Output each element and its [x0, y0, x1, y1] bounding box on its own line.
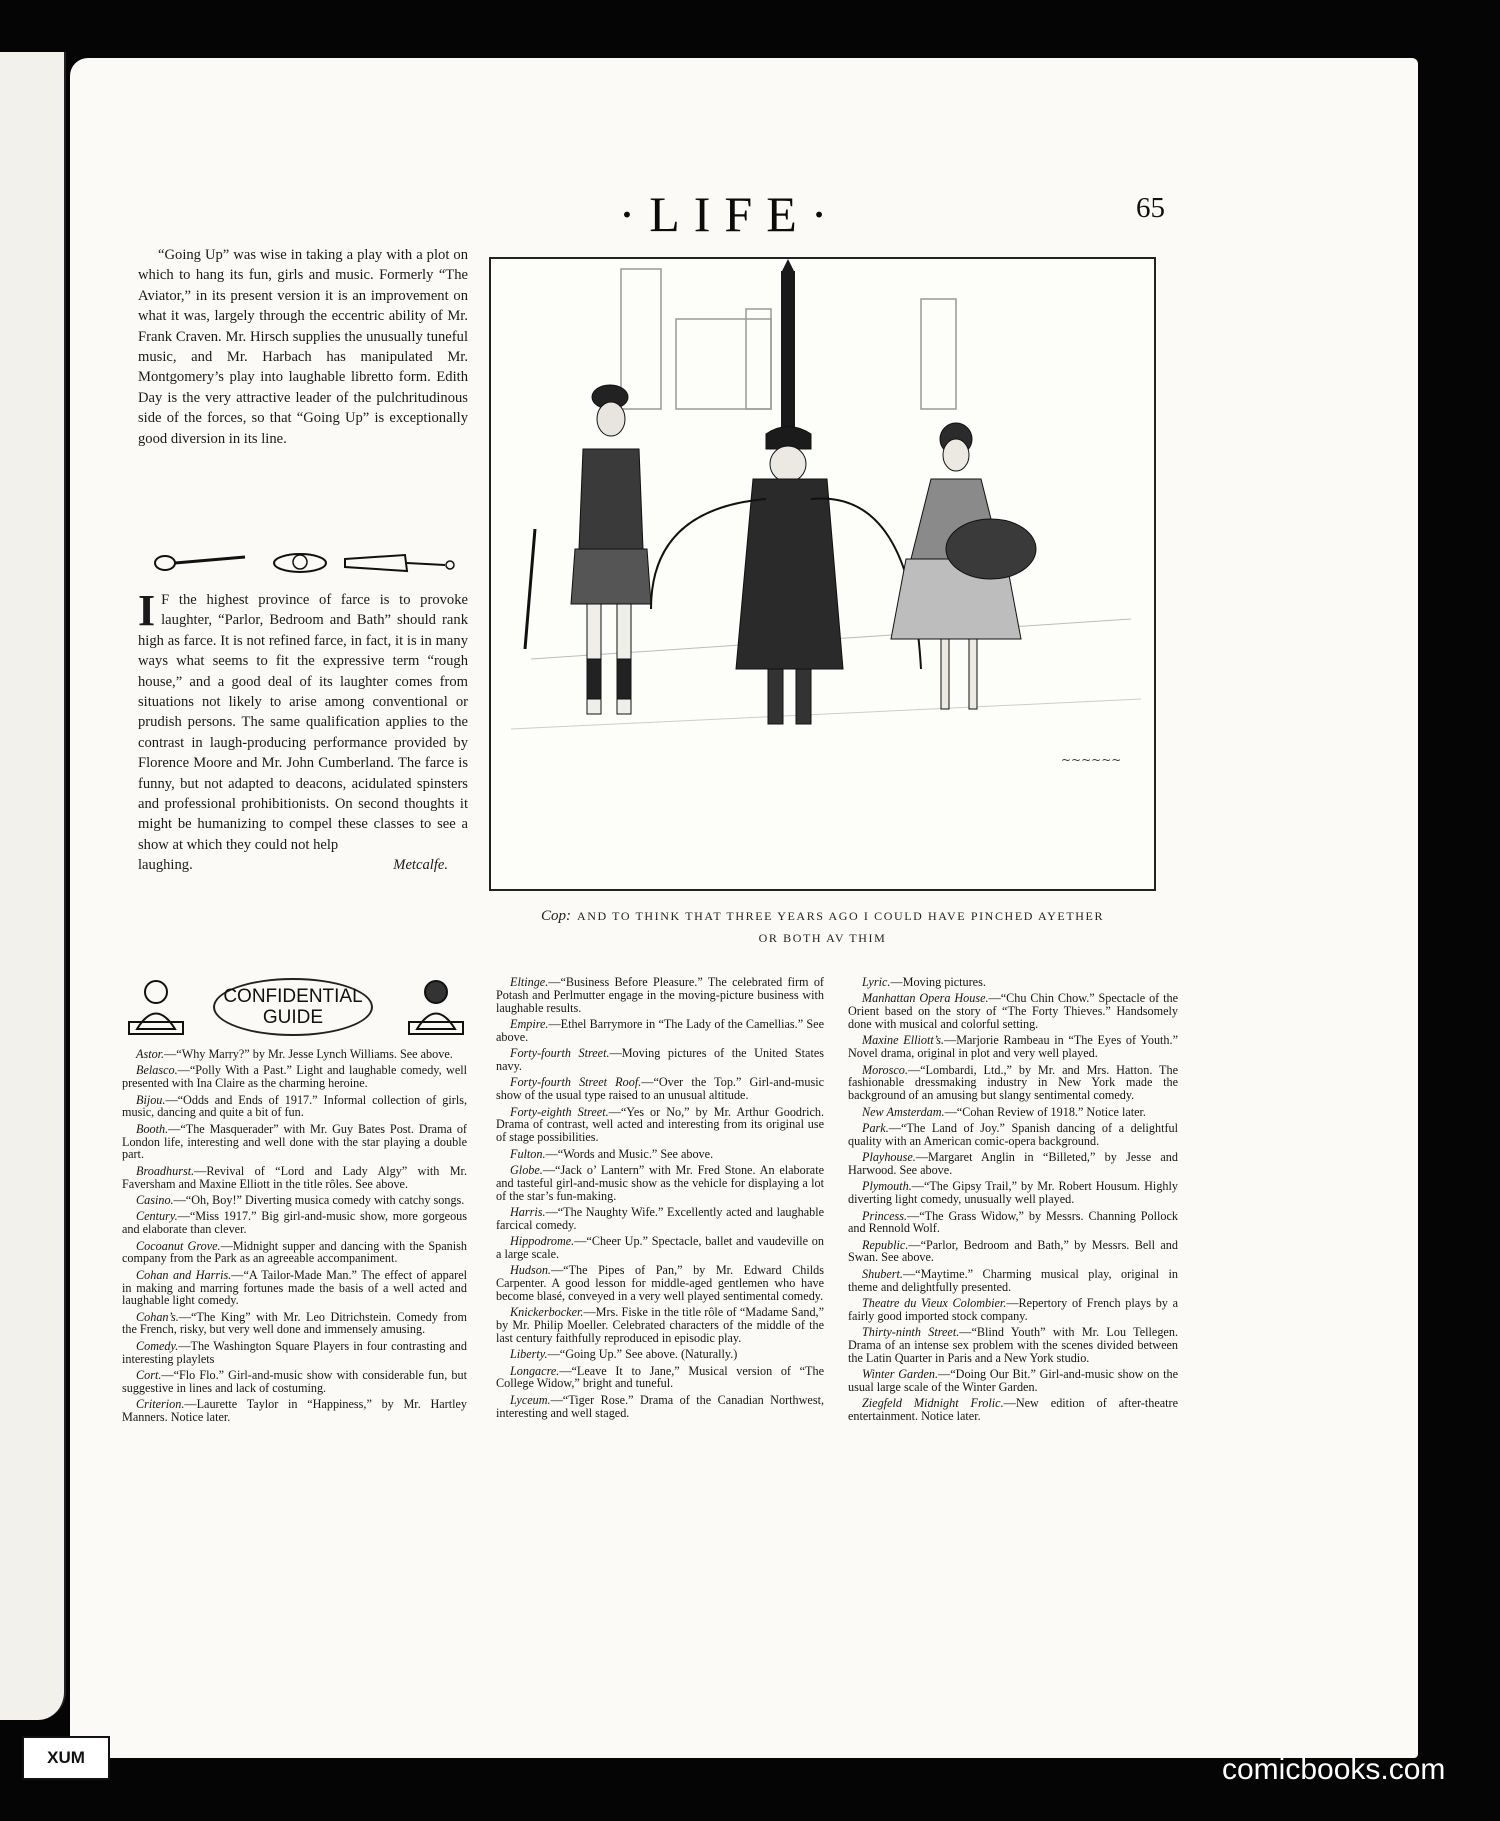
- entry-text: —“Leave It to Jane,” Musical version of “The College Widow,” bright and tuneful.: [496, 1363, 824, 1391]
- entry-text: —“Cohan Review of 1918.” Notice later.: [944, 1104, 1146, 1119]
- theatre-name: Criterion.: [136, 1397, 185, 1412]
- theatre-name: Ziegfeld Midnight Frolic.: [862, 1396, 1004, 1411]
- entry-text: —Laurette Taylor in “Happiness,” by Mr. Hartley Manners. Notice later.: [122, 1397, 467, 1425]
- theatre-name: Astor.: [136, 1047, 165, 1061]
- theatre-name: Princess.: [862, 1208, 908, 1223]
- guide-column-2: [496, 976, 824, 1423]
- guide-entry: [122, 1064, 467, 1090]
- guide-entry: [496, 1348, 824, 1361]
- theatre-name: Manhattan Opera House.: [862, 991, 989, 1006]
- entry-text: —“Lombardi, Ltd.,” by Mr. and Mrs. Hatton. The fashionable dressmaking industry in New York made the background of an amusing but slangy sentimental comedy.: [848, 1062, 1178, 1103]
- guide-entry: [496, 1306, 824, 1344]
- entry-text: —Mrs. Fiske in the title rôle of “Madame Sand,” by Mr. Philip Moeller. Celebrated characters of the middle of the last century faithfully reproduced in episodic play.: [496, 1305, 824, 1345]
- entry-text: —“Going Up.” See above. (Naturally.): [547, 1347, 738, 1362]
- entry-text: —“Why Marry?” by Mr. Jesse Lynch Williams. See above.: [164, 1047, 453, 1061]
- entry-text: —“Odds and Ends of 1917.” Informal collection of girls, music, dancing and quite a bit of fun.: [122, 1092, 467, 1120]
- entry-text: —“Chu Chin Chow.” Spectacle of the Orient based on the story of “The Forty Thieves.” Handsomely done with musical and colorful setting.: [848, 991, 1178, 1031]
- theatre-name: New Amsterdam.: [862, 1104, 945, 1119]
- archive-stamp: XUM: [22, 1736, 110, 1780]
- guide-entry: [122, 1194, 467, 1207]
- entry-text: —“The King” with Mr. Leo Ditrichstein. Comedy from the French, risky, but very well done and immensely amusing.: [122, 1309, 467, 1337]
- guide-title-line-2: GUIDE: [262, 1007, 324, 1028]
- caption-line-1: AND TO THINK THAT THREE YEARS AGO I COULD HAVE PINCHED AYETHER: [576, 909, 1105, 923]
- guide-column-1: [122, 1048, 467, 1427]
- guide-entry: [496, 1047, 824, 1073]
- guide-entry: [496, 1264, 824, 1302]
- dropcap: I: [138, 586, 156, 635]
- guide-entry: [496, 1018, 824, 1044]
- theatre-name: Fulton.: [510, 1146, 546, 1161]
- author-signature: Metcalfe.: [393, 857, 448, 874]
- guide-entry: [848, 1106, 1178, 1119]
- entry-text: —Margaret Anglin in “Billeted,” by Jesse and Harwood. See above.: [848, 1150, 1178, 1177]
- theatre-name: Cocoanut Grove.: [136, 1238, 221, 1253]
- theatre-name: Winter Garden.: [862, 1367, 939, 1382]
- theatre-name: Cohan’s.: [136, 1309, 179, 1324]
- theatre-name: Casino.: [136, 1192, 174, 1207]
- theatre-name: Century.: [136, 1209, 178, 1224]
- guide-entry: [122, 1398, 467, 1424]
- entry-text: —Revival of “Lord and Lady Algy” with Mr. Faversham and Maxine Elliott in the title rôles. See above.: [122, 1163, 467, 1191]
- guide-entry: [496, 1076, 824, 1102]
- guide-title-banner: [213, 978, 373, 1036]
- theatre-name: Globe.: [510, 1162, 543, 1177]
- theatre-name: Belasco.: [136, 1063, 178, 1078]
- cartoon-caption: [495, 905, 1150, 949]
- review-parlor-bedroom-bath: [138, 586, 468, 876]
- theatre-name: Cort.: [136, 1368, 162, 1383]
- guide-entry: [496, 976, 824, 1014]
- review-parlor-text: F the highest province of farce is to provoke laughter, “Parlor, Bedroom and Bath” should rank high as farce. It is not refined farce, in fact, it is in many ways what seems to fit the expressive term “rough house,” and a good deal of its laughter comes from situations not likely to arise among conventional or prudish persons. The same qualification applies to the contrast in laugh-producing performance provided by Florence Moore and Mr. John Cumberland. The farce is funny, but not adapted to deacons, acidulated spinsters and professional prohibitionists. On second thoughts it might be humanizing to compel these classes to see a show at which they could not help: [138, 592, 468, 853]
- guide-entry: [848, 1397, 1178, 1423]
- guide-entry: [848, 1326, 1178, 1364]
- entry-text: —Ethel Barrymore in “The Lady of the Camellias.” See above.: [496, 1016, 824, 1044]
- left-page-edge: [0, 52, 66, 1720]
- guide-entry: [496, 1365, 824, 1391]
- theatre-name: Playhouse.: [862, 1150, 916, 1165]
- theatre-name: Broadhurst.: [136, 1163, 195, 1178]
- caption-speaker: Cop:: [540, 908, 571, 924]
- theatre-name: Knickerbocker.: [510, 1305, 584, 1320]
- site-watermark: comicbooks.com: [1222, 1753, 1446, 1786]
- guide-entry: [496, 1394, 824, 1420]
- entry-text: —The Washington Square Players in four contrasting and interesting playlets: [122, 1338, 467, 1366]
- theatre-name: Longacre.: [510, 1363, 560, 1378]
- guide-entry: [122, 1369, 467, 1395]
- caption-line-2: OR BOTH AV THIM: [758, 931, 887, 945]
- entry-text: —“Words and Music.” See above.: [545, 1146, 714, 1161]
- entry-text: —Moving pictures.: [890, 975, 986, 989]
- entry-text: —“The Naughty Wife.” Excellently acted and laughable farcical comedy.: [496, 1204, 824, 1232]
- entry-text: —Marjorie Rambeau in “The Eyes of Youth.” Novel drama, original in plot and very well played.: [848, 1033, 1178, 1061]
- theatre-name: Theatre du Vieux Colombier.: [862, 1296, 1007, 1311]
- theatre-name: Park.: [862, 1120, 889, 1135]
- guide-entry: [122, 1210, 467, 1236]
- page-number: 65: [1136, 192, 1165, 224]
- cherub-left-icon: [125, 974, 187, 1036]
- entry-text: —“Flo Flo.” Girl-and-music show with considerable fun, but suggestive in lines and lack of costuming.: [122, 1368, 467, 1395]
- guide-entry: [848, 992, 1178, 1030]
- theatre-name: Morosco.: [862, 1062, 908, 1077]
- entry-text: —Repertory of French plays by a fairly good imported stock company.: [848, 1296, 1178, 1323]
- guide-entry: [848, 1297, 1178, 1323]
- entry-text: —“The Grass Widow,” by Messrs. Channing Pollock and Rennold Wolf.: [848, 1208, 1178, 1236]
- entry-text: —“Over the Top.” Girl-and-music show of the usual type raised to an unusual altitude.: [496, 1075, 824, 1103]
- entry-text: —“Cheer Up.” Spectacle, ballet and vaudeville on a large scale.: [496, 1234, 824, 1261]
- theatre-name: Forty-fourth Street Roof.: [510, 1075, 642, 1090]
- guide-entry: [122, 1269, 467, 1307]
- entry-text: —“Miss 1917.” Big girl-and-music show, more gorgeous and elaborate than clever.: [122, 1209, 467, 1237]
- entry-text: —“Oh, Boy!” Diverting musica comedy with catchy songs.: [173, 1192, 465, 1207]
- guide-entry: [848, 1268, 1178, 1294]
- entry-text: —“The Pipes of Pan,” by Mr. Edward Childs Carpenter. A good lesson for middle-aged gentlemen who have become blasé, conveyed in a very well played sentimental comedy.: [496, 1263, 824, 1303]
- guide-entry: [122, 1311, 467, 1337]
- guide-entry: [122, 1340, 467, 1366]
- entry-text: —Midnight supper and dancing with the Spanish company from the Park as an agreeable accompaniment.: [122, 1238, 467, 1266]
- entry-text: —“Polly With a Past.” Light and laughable comedy, well presented with Ina Claire as the charming heroine.: [122, 1063, 467, 1091]
- theatre-name: Hippodrome.: [510, 1234, 575, 1249]
- guide-entry: [122, 1123, 467, 1161]
- entry-text: —“Jack o’ Lantern” with Mr. Fred Stone. An elaborate and tasteful girl-and-music show as the vehicle for displaying a lot of the star’s fun-making.: [496, 1162, 824, 1203]
- theatre-name: Cohan and Harris.: [136, 1267, 232, 1282]
- theatre-name: Thirty-ninth Street.: [862, 1325, 960, 1340]
- guide-entry: [122, 1240, 467, 1266]
- guide-entry: [848, 1180, 1178, 1206]
- guide-entry: [848, 1368, 1178, 1394]
- guide-entry: [848, 976, 1178, 989]
- guide-entry: [496, 1106, 824, 1144]
- theatre-name: Comedy.: [136, 1338, 179, 1353]
- guide-entry: [122, 1094, 467, 1120]
- review-last-word: laughing.: [138, 857, 193, 874]
- review-going-up: [138, 245, 468, 449]
- cherub-right-icon: [405, 974, 467, 1036]
- theatre-name: Lyceum.: [510, 1392, 551, 1407]
- theatre-name: Maxine Elliott’s.: [862, 1033, 944, 1048]
- guide-entry: [848, 1210, 1178, 1236]
- guide-entry: [848, 1064, 1178, 1102]
- entry-text: —“Tiger Rose.” Drama of the Canadian Northwest, interesting and well staged.: [496, 1392, 824, 1420]
- entry-text: —“A Tailor-Made Man.” The effect of apparel in making and marring fortunes made the basis of a well acted and laughable light comedy.: [122, 1267, 467, 1308]
- theatre-name: Hudson.: [510, 1263, 551, 1278]
- theatre-name: Forty-eighth Street.: [510, 1104, 609, 1119]
- guide-entry: [848, 1151, 1178, 1177]
- entry-text: —Moving pictures of the United States navy.: [496, 1046, 824, 1073]
- review-going-up-text: “Going Up” was wise in taking a play with a plot on which to hang its fun, girls and music. Formerly “The Aviator,” in its present version it is an improvement on what it was, largely through the eccentric ability of Mr. Frank Craven. Mr. Hirsch supplies the unusually tuneful music, and Mr. Harbach has manipulated Mr. Montgomery’s play into laughable libretto form. Edith Day is the very attractive leader of the pulchritudinous side of the forces, so that “Going Up” is exceptionally good diversion in its line.: [138, 247, 468, 447]
- theatre-name: Eltinge.: [510, 975, 549, 989]
- theatre-name: Harris.: [510, 1204, 546, 1219]
- guide-entry: [122, 1165, 467, 1191]
- theatre-name: Bijou.: [136, 1092, 166, 1107]
- guide-entry: [496, 1148, 824, 1161]
- guide-entry: [496, 1235, 824, 1261]
- guide-column-3: [848, 976, 1178, 1427]
- entry-text: —“The Land of Joy.” Spanish dancing of a delightful quality with an American comic-opera background.: [848, 1120, 1178, 1148]
- theatre-name: Lyric.: [862, 975, 891, 989]
- theatre-name: Liberty.: [510, 1347, 548, 1362]
- entry-text: —“Business Before Pleasure.” The celebrated firm of Potash and Perlmutter engage in the moving-picture business with laughable results.: [496, 975, 824, 1015]
- entry-text: —“Doing Our Bit.” Girl-and-music show on the usual large scale of the Winter Garden.: [848, 1367, 1178, 1395]
- theatre-name: Forty-fourth Street.: [510, 1046, 610, 1061]
- guide-title-line-1: CONFIDENTIAL: [223, 986, 363, 1007]
- theatre-name: Republic.: [862, 1237, 909, 1252]
- decorative-ornament-icon: [145, 545, 465, 581]
- entry-text: —“Maytime.” Charming musical play, original in theme and delightfully presented.: [848, 1266, 1178, 1294]
- theatre-name: Shubert.: [862, 1266, 903, 1281]
- cartoon-illustration: [489, 257, 1156, 891]
- cartoon-drawing-icon: [491, 259, 1154, 889]
- entry-text: —“The Gipsy Trail,” by Mr. Robert Housum. Highly diverting light comedy, unusually well played.: [848, 1179, 1178, 1207]
- guide-entry: [496, 1206, 824, 1232]
- theatre-name: Booth.: [136, 1121, 169, 1136]
- magazine-title: ·LIFE·: [618, 186, 842, 242]
- entry-text: —New edition of after-theatre entertainment. Notice later.: [848, 1396, 1179, 1424]
- guide-entry: [848, 1034, 1178, 1060]
- entry-text: —“Yes or No,” by Mr. Arthur Goodrich. Drama of contrast, well acted and interesting from its original use of stage possibilities.: [496, 1104, 825, 1145]
- guide-entry: [848, 1239, 1178, 1265]
- entry-text: —“Blind Youth” with Mr. Lou Tellegen. Drama of an intense sex problem with the scenes divided between the Latin Quarter in Paris and a New York studio.: [848, 1325, 1178, 1365]
- guide-entry: [848, 1122, 1178, 1148]
- confidential-guide-header: [125, 968, 470, 1046]
- theatre-name: Plymouth.: [862, 1179, 912, 1194]
- entry-text: —“The Masquerader” with Mr. Guy Bates Post. Drama of London life, interesting and well done with the star playing a double part.: [122, 1121, 467, 1162]
- guide-entry: [122, 1048, 467, 1061]
- guide-entry: [496, 1164, 824, 1202]
- svg-text:~~~~~~: ~~~~~~: [1061, 753, 1122, 767]
- entry-text: —“Parlor, Bedroom and Bath,” by Messrs. Bell and Swan. See above.: [848, 1237, 1178, 1265]
- theatre-name: Empire.: [510, 1016, 549, 1031]
